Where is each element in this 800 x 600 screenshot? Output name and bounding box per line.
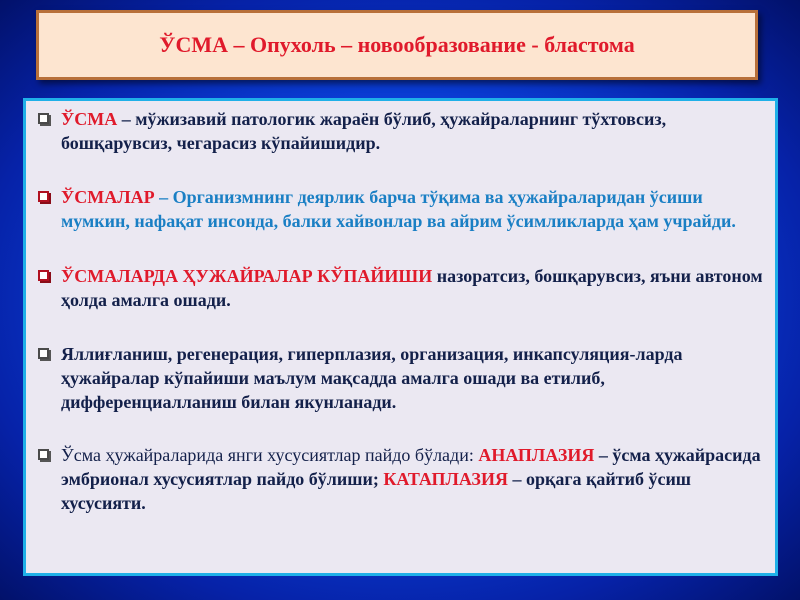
term-cell-proliferation: ЎСМАЛАРДА ҲУЖАЙРАЛАР КЎПАЙИШИ: [61, 266, 433, 286]
term-usma: ЎСМА: [61, 109, 118, 129]
checkbox-bullet-icon: [38, 113, 49, 124]
bullet-text-1: [61, 107, 765, 155]
bullet-text-5: [61, 443, 765, 515]
term-anaplasia: АНАПЛАЗИЯ: [478, 445, 595, 465]
bullet-item-1: [38, 107, 765, 155]
bullet-item-3: [38, 264, 765, 312]
checkbox-bullet-icon: [38, 348, 49, 359]
term-usmalar: ЎСМАЛАР: [61, 187, 155, 207]
cataplasia-definition: – орқага қайтиб ўсиш хусусияти.: [61, 469, 692, 513]
anaplasia-definition: – ўсма ҳужайрасида эмбрионал хусусиятлар пайдо бўлиши;: [61, 445, 761, 489]
bullet-text-3: [61, 264, 765, 312]
bullet-item-5: [38, 443, 765, 515]
definition-usma: – мўжизавий патологик жараён бўлиб, ҳужайраларнинг тўхтовсиз, бошқарувсиз, чегарасиз кўпайишидир.: [61, 109, 667, 153]
checkbox-bullet-icon: [38, 191, 49, 202]
bullet-item-2: [38, 185, 765, 233]
bullet-item-4: [38, 342, 765, 414]
checkbox-bullet-icon: [38, 270, 49, 281]
definition-usmalar: – Организмнинг деярлик барча тўқима ва ҳужайраларидан ўсиши мумкин, нафақат инсонда, балки хайвонлар ва айрим ўсимликларда ҳам учрайди.: [61, 187, 736, 231]
bullet-text-4: [61, 342, 765, 414]
checkbox-bullet-icon: [38, 449, 49, 460]
bullet-text-2: [61, 185, 765, 233]
new-properties-intro: Ўсма ҳужайраларида янги хусусиятлар пайдо бўлади:: [61, 445, 479, 465]
content-box: [23, 98, 778, 576]
inflammation-text: Яллиғланиш, регенерация, гиперплазия, организация, инкапсуляция-ларда ҳужайралар кўпайиши маълум мақсадда амалга ошади ва етилиб, дифференциалланиш билан якунланади.: [61, 344, 683, 412]
definition-cell-proliferation: назоратсиз, бошқарувсиз, яъни автоном ҳолда амалга ошади.: [61, 266, 763, 310]
term-cataplasia: КАТАПЛАЗИЯ: [383, 469, 508, 489]
slide-title: ЎСМА – Опухоль – новообразование - бластома: [159, 32, 635, 57]
title-box: [36, 10, 758, 80]
